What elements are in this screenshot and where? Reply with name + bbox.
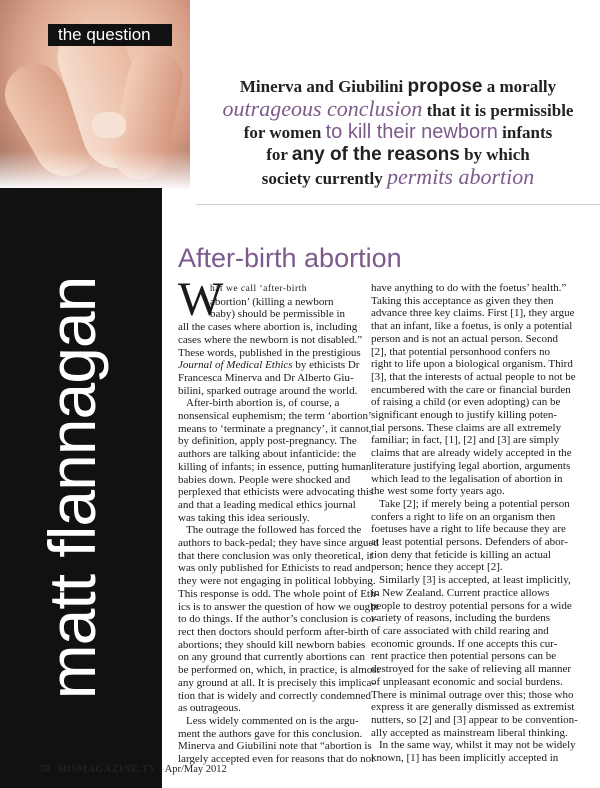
pull-quote-line	[196, 166, 600, 190]
lead-smallcaps: hat we call ‘after-birth	[210, 284, 307, 294]
text-line: that there conclusion was only theoretical, it	[178, 549, 373, 562]
article-column-2	[371, 282, 578, 765]
pull-emphasis: propose	[407, 76, 483, 97]
text-line: Take [2]; if merely being a potential person	[379, 497, 570, 510]
text-line: person and is not an actual person. Second	[371, 332, 558, 345]
pull-text: infants	[497, 123, 553, 142]
text-line: as outrageous.	[178, 702, 241, 715]
pull-emphasis: to kill their newborn	[325, 121, 498, 143]
page-number: 50	[40, 764, 51, 775]
text-line: authors to back-pedal; they have since argued	[178, 537, 379, 550]
author-name: matt flannagan	[35, 276, 109, 700]
text-line: ics is to answer the question of how we ought	[178, 600, 379, 613]
text-line: The outrage the followed has forced the	[186, 524, 362, 537]
text-line: means to ‘terminate a pregnancy’, it cannot,	[178, 422, 372, 435]
paragraph	[178, 397, 374, 524]
pull-text: for	[266, 145, 292, 164]
text-line: [3], that the interests of actual people to not be	[371, 370, 576, 383]
text-line: of unpleasant economic and social burdens.	[371, 675, 563, 688]
text-line: to do things. If the author’s conclusion is cor-	[178, 613, 379, 626]
pull-text: society currently	[261, 169, 387, 188]
divider	[196, 204, 600, 205]
issue-date: Apr/May 2012	[164, 764, 227, 775]
text-line: [2], that potential personhood confers no	[371, 345, 551, 358]
text-line: rent practice then potential persons can be	[371, 650, 557, 663]
paragraph	[178, 524, 380, 715]
text-line: ment the authors gave for this conclusion.	[178, 727, 363, 740]
text-line: on any ground that currently abortions can	[178, 651, 365, 664]
pull-quote	[196, 76, 600, 190]
paragraph	[371, 574, 578, 739]
pull-quote-line	[196, 122, 600, 144]
text-line: tion deny that feticide is killing an actual	[371, 548, 551, 561]
text-line: variety of reasons, including the burdens	[371, 612, 551, 625]
pull-text: by which	[459, 145, 530, 164]
text-line: be performed on, which, in practice, is almost	[178, 664, 380, 677]
text-line: person; hence they accept [2].	[371, 561, 503, 574]
text-line: nonsensical euphemism; the term ‘abortion’	[178, 410, 372, 423]
text-line: tial persons. These claims are all extremely	[371, 421, 562, 434]
photo-fade	[0, 150, 190, 190]
text-line: babies down. People were shocked and	[178, 473, 351, 486]
section-tag: the question	[48, 24, 172, 46]
text-line: tion that is widely and correctly condemned	[178, 689, 372, 702]
magazine-name: HISMAGAZINE.TV	[58, 764, 157, 775]
text-line: There is minimal outrage over this; those who	[371, 688, 574, 701]
pull-text: for women	[243, 123, 326, 142]
text-line: known, [1] has been implicitly accepted in	[371, 752, 559, 765]
lead-line: baby) should be permissible in	[210, 308, 346, 321]
text-line: all the cases where abortion is, including	[178, 321, 358, 334]
pull-text: a morally	[482, 77, 557, 96]
text-line: bilini, sparked outrage around the world.	[178, 384, 358, 397]
text-line: authors are talking about infanticide: the	[178, 448, 357, 461]
text-line: advance three key claims. First [1], they argue	[371, 307, 575, 320]
text-line: at least potential persons. Defenders of abor-	[371, 536, 568, 549]
lead-line: abortion’ (killing a newborn	[210, 295, 334, 308]
text-line: the west some forty years ago.	[371, 485, 505, 498]
text-line: literature justifying legal abortion, arguments	[371, 459, 571, 472]
text-line: in New Zealand. Current practice allows	[371, 586, 550, 599]
text-line: claims that are already widely accepted in the	[371, 447, 572, 460]
drop-cap: W	[178, 273, 224, 326]
text-line: confers a right to life on an organism then	[371, 510, 556, 523]
text-line: which lead to the legalisation of abortion in	[371, 472, 563, 485]
text-line: economic grounds. If one accepts this cur-	[371, 637, 558, 650]
text-line: destroyed for the sake of relieving all manner	[371, 663, 572, 676]
text-line: was taking this idea seriously.	[178, 511, 310, 524]
pull-text: Minerva and Giubilini	[239, 77, 408, 96]
text-line: These words, published in the prestigious	[178, 346, 361, 359]
text-line: Journal of Medical Ethics by ethicists Dr	[178, 359, 360, 372]
pull-emphasis: any of the reasons	[291, 144, 460, 165]
text-line: nutters, so [2] and [3] appear to be convention-	[371, 713, 578, 726]
text-line: In the same way, whilst it may not be widely	[379, 739, 576, 752]
text-line: After-birth abortion is, of course, a	[186, 397, 340, 410]
text-line: killing of infants; in essence, putting human	[178, 460, 372, 473]
text-line: significant enough to justify killing poten-	[371, 409, 558, 422]
text-line: of care associated with child rearing and	[371, 624, 549, 637]
pull-emphasis: outrageous conclusion	[222, 96, 423, 121]
text-line: largely accepted even for reasons that do not	[178, 753, 375, 766]
text-line: rect then doctors should perform after-birth	[178, 625, 369, 638]
text-line: of raising a child (or even adopting) can be	[371, 396, 561, 409]
lead-line	[178, 282, 361, 296]
text-line: have anything to do with the foetus’ health.”	[371, 282, 567, 294]
text-line: by definition, apply post-pregnancy. The	[178, 435, 357, 448]
text-line: familiar; in fact, [1], [2] and [3] are simply	[371, 434, 560, 447]
article-headline: After-birth abortion	[178, 243, 402, 273]
text-line: right to life upon a biological organism. Third	[371, 358, 573, 371]
text-line: Taking this acceptance as given they then	[371, 294, 554, 307]
paragraph	[371, 498, 571, 574]
text-line: ally accepted as mainstream liberal thinking.	[371, 726, 568, 739]
text-line: Similarly [3] is accepted, at least implicitly,	[379, 574, 571, 587]
text-line: express it are generally dismissed as extremist	[371, 701, 575, 714]
text-line: people to destroy potential persons for a wide	[371, 599, 572, 612]
fingernail	[92, 112, 126, 138]
pull-text: that it is permissible	[422, 101, 574, 120]
author-sidebar	[0, 188, 162, 788]
pull-quote-line	[196, 76, 600, 98]
text-line: abortions; they should kill newborn babies	[178, 638, 366, 651]
text-line: encumbered with the care or financial burden	[371, 383, 571, 396]
text-line: any ground at all. It is precisely this implica-	[178, 676, 376, 689]
text-line: that an infant, like a foetus, is only a potential	[371, 320, 573, 333]
text-line: was only published for Ethicists to read and	[178, 562, 371, 575]
text-line: cases where the newborn is not disabled.”	[178, 333, 363, 346]
paragraph	[371, 282, 576, 498]
text-line: This response is odd. The whole point of Eth-	[178, 587, 380, 600]
page-footer	[40, 764, 227, 775]
pull-quote-line	[196, 144, 600, 166]
text-line: foetuses have a right to life because they are	[371, 523, 566, 536]
text-line: Less widely commented on is the argu-	[186, 714, 359, 727]
paragraph	[178, 321, 361, 397]
pull-emphasis: permits abortion	[386, 164, 535, 189]
paragraph	[178, 714, 375, 766]
text-line: they were not engaging in political lobbying.	[178, 575, 376, 588]
text-line: Minerva and Giubilini note that “abortion is	[178, 740, 372, 753]
text-line: Francesca Minerva and Dr Alberto Giu-	[178, 371, 354, 384]
pull-quote-line	[196, 98, 600, 122]
text-line: and that a leading medical ethics journal	[178, 498, 356, 511]
paragraph	[371, 739, 576, 765]
article-column-1	[178, 273, 380, 766]
text-line: perplexed that ethicists were advocating this	[178, 486, 374, 499]
